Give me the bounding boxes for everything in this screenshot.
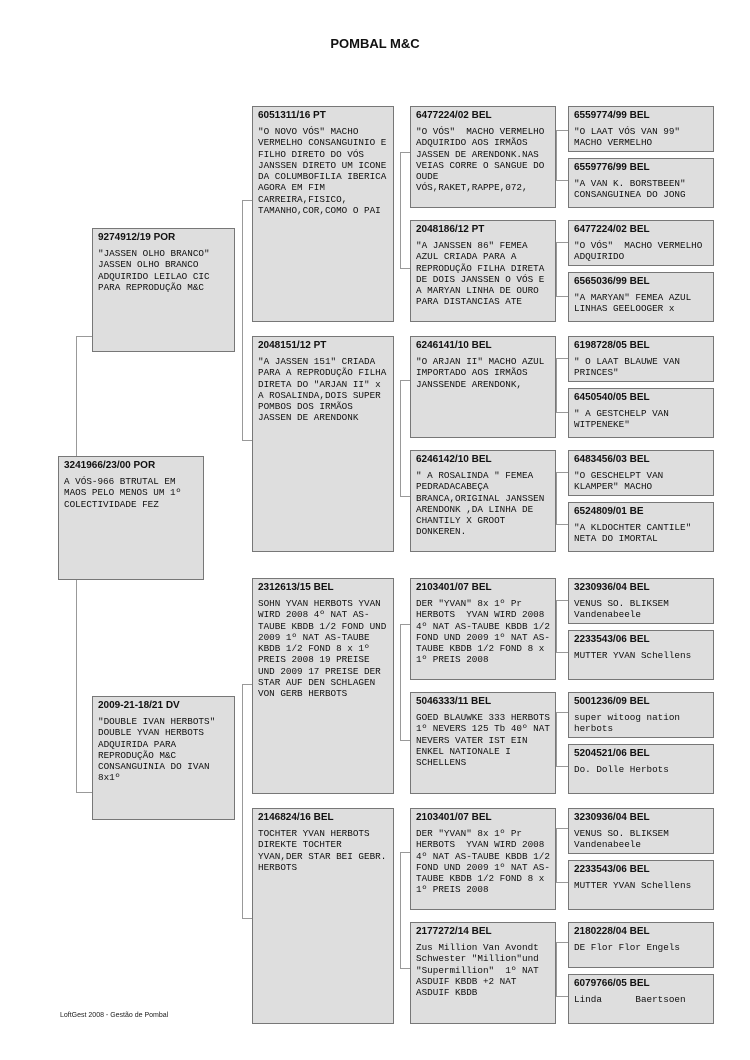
ring-number: 3230936/04 BEL	[574, 582, 650, 593]
ring-number: 6079766/05 BEL	[574, 978, 650, 989]
pigeon-description: A VÓS-966 BTRUTAL EM MAOS PELO MENOS UM 1º COLECTIVIDADE FEZ	[64, 476, 187, 510]
pigeon-description: TOCHTER YVAN HERBOTS DIREKTE TOCHTER YVAN,DER STAR BEI GEBR. HERBOTS	[258, 828, 392, 873]
connector	[242, 440, 252, 441]
footer-text: LoftGest 2008 - Gestão de Pombal	[60, 1012, 169, 1019]
pigeon-description: VENUS SO. BLIKSEM Vandenabeele	[574, 828, 675, 851]
connector	[556, 130, 568, 131]
connector	[556, 524, 568, 525]
pigeon-description: "A JANSSEN 86" FEMEA AZUL CRIADA PARA A REPRODUÇÃO FILHA DIRETA DE DOIS JANSSEN O VÓS E A MARYAN LINHA DE OURO PARA DISTANCIAS ATE	[416, 240, 550, 308]
connector	[242, 200, 252, 201]
connector	[556, 882, 568, 883]
ring-number: 2048186/12 PT	[416, 224, 485, 235]
pedigree-card-gen4[interactable]	[410, 336, 556, 438]
pedigree-card-gen5[interactable]	[568, 974, 714, 1024]
ring-number: 6198728/05 BEL	[574, 340, 650, 351]
connector	[556, 712, 568, 713]
ring-number: 9274912/19 POR	[98, 232, 176, 243]
pigeon-description: "O VÓS" MACHO VERMELHO ADQUIRIDO	[574, 240, 708, 263]
pedigree-card-gen5[interactable]	[568, 106, 714, 152]
pedigree-card-gen3[interactable]	[252, 808, 394, 1024]
ring-number: 3241966/23/00 POR	[64, 460, 156, 471]
ring-number: 6559774/99 BEL	[574, 110, 650, 121]
connector	[556, 942, 568, 943]
pedigree-card-gen5[interactable]	[568, 808, 714, 854]
ring-number: 6483456/03 BEL	[574, 454, 650, 465]
connector	[400, 268, 410, 269]
connector	[400, 968, 410, 969]
pigeon-description: Do. Dolle Herbots	[574, 764, 669, 775]
pigeon-description: " A ROSALINDA " FEMEA PEDRADACABEÇA BRANCA,ORIGINAL JANSSEN ARENDONK ,DA LINHA DE CHANTILY X GROOT DONKEREN.	[416, 470, 550, 538]
connector	[556, 472, 557, 524]
pedigree-card-gen4[interactable]	[410, 450, 556, 552]
pedigree-card-gen5[interactable]	[568, 578, 714, 624]
pedigree-card-gen5[interactable]	[568, 220, 714, 266]
ring-number: 2103401/07 BEL	[416, 582, 492, 593]
connector	[400, 496, 410, 497]
connector	[556, 828, 557, 882]
pedigree-card-gen5[interactable]	[568, 272, 714, 322]
pedigree-card-gen1[interactable]	[58, 456, 204, 580]
pedigree-card-gen5[interactable]	[568, 922, 714, 968]
pedigree-card-gen5[interactable]	[568, 744, 714, 794]
pedigree-card-gen4[interactable]	[410, 578, 556, 680]
connector	[76, 336, 77, 456]
pedigree-card-gen5[interactable]	[568, 692, 714, 738]
connector	[556, 942, 557, 996]
ring-number: 3230936/04 BEL	[574, 812, 650, 823]
connector	[400, 152, 401, 268]
pigeon-description: Linda Baertsoen	[574, 994, 686, 1005]
pigeon-description: " A GESTCHELP VAN WITPENEKE"	[574, 408, 675, 431]
ring-number: 6246142/10 BEL	[416, 454, 492, 465]
ring-number: 2009-21-18/21 DV	[98, 700, 180, 711]
pedigree-card-gen5[interactable]	[568, 336, 714, 382]
ring-number: 6559776/99 BEL	[574, 162, 650, 173]
pigeon-description: "A VAN K. BORSTBEEN" CONSANGUINEA DO JONG	[574, 178, 692, 201]
pedigree-card-gen4[interactable]	[410, 220, 556, 322]
connector	[400, 152, 410, 153]
pedigree-card-gen4[interactable]	[410, 106, 556, 208]
connector	[242, 684, 243, 918]
ring-number: 2233543/06 BEL	[574, 634, 650, 645]
ring-number: 2180228/04 BEL	[574, 926, 650, 937]
pedigree-card-gen5[interactable]	[568, 450, 714, 496]
connector	[400, 380, 401, 496]
pigeon-description: super witoog nation herbots	[574, 712, 686, 735]
ring-number: 6477224/02 BEL	[416, 110, 492, 121]
ring-number: 2177272/14 BEL	[416, 926, 492, 937]
ring-number: 6565036/99 BEL	[574, 276, 650, 287]
pigeon-description: Zus Million Van Avondt Schwester "Million"und "Supermillion" 1º NAT ASDUIF KBDB +2 NAT ASDUIF KBDB	[416, 942, 545, 999]
connector	[76, 792, 92, 793]
ring-number: 6246141/10 BEL	[416, 340, 492, 351]
pedigree-card-gen4[interactable]	[410, 922, 556, 1024]
connector	[556, 412, 568, 413]
ring-number: 2103401/07 BEL	[416, 812, 492, 823]
pedigree-card-gen5[interactable]	[568, 158, 714, 208]
connector	[556, 712, 557, 766]
connector	[556, 652, 568, 653]
pigeon-description: "JASSEN OLHO BRANCO" JASSEN OLHO BRANCO ADQUIRIDO LEILAO CIC PARA REPRODUÇÃO M&C	[98, 248, 216, 293]
connector	[556, 358, 557, 412]
connector	[400, 624, 410, 625]
pigeon-description: "O NOVO VÓS" MACHO VERMELHO CONSANGUINIO E FILHO DIRETO DO VÓS JANSSEN DIRETO UM ICONE DA COLUMBOFILIA IBERICA AGORA EM FIM CARREIRA,FISICO, TAMANHO,COR,COMO O PAI	[258, 126, 392, 217]
page-title: POMBAL M&C	[330, 36, 420, 51]
ring-number: 2146824/16 BEL	[258, 812, 334, 823]
ring-number: 6450540/05 BEL	[574, 392, 650, 403]
pigeon-description: MUTTER YVAN Schellens	[574, 880, 692, 891]
pedigree-card-gen5[interactable]	[568, 502, 714, 552]
pedigree-card-gen3[interactable]	[252, 336, 394, 552]
connector	[556, 296, 568, 297]
ring-number: 2312613/15 BEL	[258, 582, 334, 593]
connector	[556, 180, 568, 181]
pedigree-card-gen3[interactable]	[252, 106, 394, 322]
connector	[76, 580, 77, 792]
pedigree-card-gen3[interactable]	[252, 578, 394, 794]
connector	[400, 624, 401, 740]
pigeon-description: DE Flor Flor Engels	[574, 942, 681, 953]
connector	[556, 996, 568, 997]
ring-number: 2233543/06 BEL	[574, 864, 650, 875]
pigeon-description: SOHN YVAN HERBOTS YVAN WIRD 2008 4º NAT AS-TAUBE KBDB 1/2 FOND UND 2009 1º NAT AS-TAUBE KBDB 1/2 FOND 8 x 1º PREIS 2008 19 PREISE UND 2009 17 PREISE DER STAR AUF DEN SCHLAGEN VON GERB HERBOTS	[258, 598, 392, 700]
connector	[556, 600, 557, 652]
connector	[556, 242, 568, 243]
pedigree-card-gen5[interactable]	[568, 388, 714, 438]
pigeon-description: GOED BLAUWKE 333 HERBOTS 1º NEVERS 125 Tb 40º NAT NEVERS VATER IST EIN ENKEL NATIONALE I SCHELLENS	[416, 712, 556, 769]
pigeon-description: MUTTER YVAN Schellens	[574, 650, 692, 661]
connector	[242, 918, 252, 919]
pigeon-description: "A KLDOCHTER CANTILE" NETA DO IMORTAL	[574, 522, 697, 545]
connector	[556, 358, 568, 359]
connector	[556, 130, 557, 180]
pigeon-description: "O ARJAN II" MACHO AZUL IMPORTADO AOS IRMÃOS JANSSENDE ARENDONK,	[416, 356, 550, 390]
connector	[76, 336, 92, 337]
connector	[556, 242, 557, 296]
pedigree-card-sire[interactable]	[92, 228, 235, 352]
pedigree-card-dam[interactable]	[92, 696, 235, 820]
connector	[242, 200, 243, 440]
connector	[556, 828, 568, 829]
connector	[556, 600, 568, 601]
pigeon-description: " O LAAT BLAUWE VAN PRINCES"	[574, 356, 686, 379]
pigeon-description: DER "YVAN" 8x 1º Pr HERBOTS YVAN WIRD 2008 4º NAT AS-TAUBE KBDB 1/2 FOND UND 2009 1º NAT AS-TAUBE KBDB 1/2 FOND 8 x 1º PREIS 2008	[416, 598, 556, 666]
ring-number: 6524809/01 BE	[574, 506, 644, 517]
pigeon-description: DER "YVAN" 8x 1º Pr HERBOTS YVAN WIRD 2008 4º NAT AS-TAUBE KBDB 1/2 FOND UND 2009 1º NAT AS-TAUBE KBDB 1/2 FOND 8 x 1º PREIS 2008	[416, 828, 556, 896]
ring-number: 5001236/09 BEL	[574, 696, 650, 707]
pedigree-card-gen4[interactable]	[410, 808, 556, 910]
pedigree-card-gen5[interactable]	[568, 860, 714, 910]
pedigree-card-gen4[interactable]	[410, 692, 556, 794]
ring-number: 5204521/06 BEL	[574, 748, 650, 759]
pigeon-description: "DOUBLE IVAN HERBOTS" DOUBLE YVAN HERBOTS ADQUIRIDA PARA REPRODUÇÃO M&C CONSANGUINIA DO IVAN 8x1º	[98, 716, 221, 784]
pigeon-description: "O LAAT VÓS VAN 99" MACHO VERMELHO	[574, 126, 686, 149]
ring-number: 5046333/11 BEL	[416, 696, 492, 707]
pigeon-description: "A MARYAN" FEMEA AZUL LINHAS GEELOOGER x	[574, 292, 697, 315]
connector	[400, 380, 410, 381]
pigeon-description: "O GESCHELPT VAN KLAMPER" MACHO	[574, 470, 669, 493]
pigeon-description: "A JASSEN 151" CRIADA PARA A REPRODUÇÃO FILHA DIRETA DO "ARJAN II" x A ROSALINDA,DOIS SUPER POMBOS DOS IRMÃOS JASSEN DE ARENDONK	[258, 356, 392, 424]
connector	[556, 766, 568, 767]
connector	[242, 684, 252, 685]
connector	[556, 472, 568, 473]
connector	[400, 852, 401, 968]
connector	[400, 740, 410, 741]
ring-number: 2048151/12 PT	[258, 340, 327, 351]
connector	[400, 852, 410, 853]
pigeon-description: "O VÓS" MACHO VERMELHO ADQUIRIDO AOS IRMÃOS JASSEN DE ARENDONK.NAS VEIAS CORRE O SANGUE DO OUDE VÓS,RAKET,RAPPE,072,	[416, 126, 550, 194]
pedigree-card-gen5[interactable]	[568, 630, 714, 680]
ring-number: 6051311/16 PT	[258, 110, 326, 121]
pigeon-description: VENUS SO. BLIKSEM Vandenabeele	[574, 598, 675, 621]
ring-number: 6477224/02 BEL	[574, 224, 650, 235]
